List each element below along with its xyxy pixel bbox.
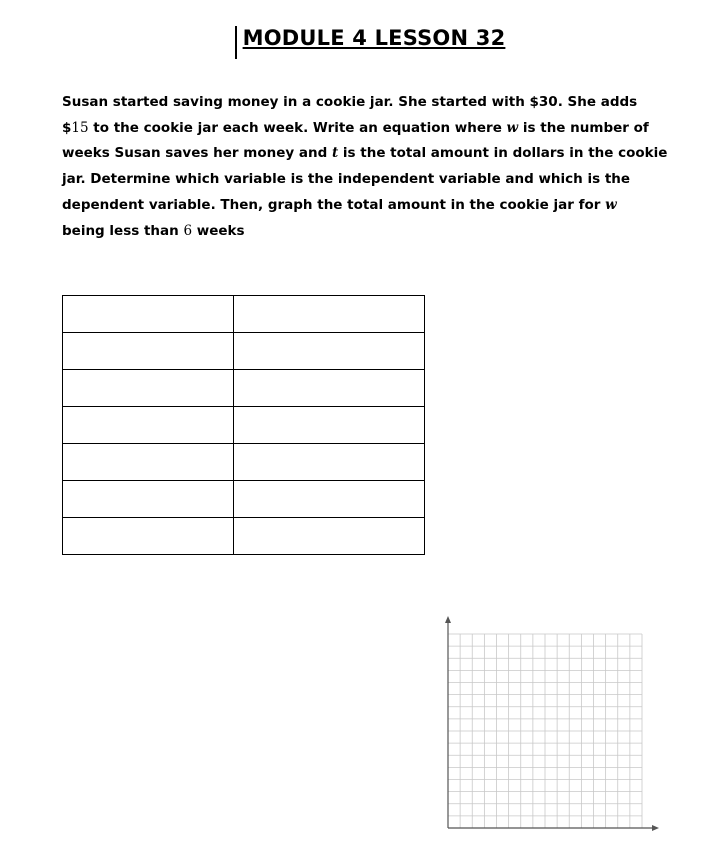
table-row: [63, 296, 425, 333]
page-title: MODULE 4 LESSON 32: [242, 26, 506, 50]
table-cell[interactable]: [63, 407, 234, 444]
problem-line-6: being less than 6 weeks: [62, 222, 245, 239]
x-axis-arrow-icon: [652, 825, 659, 831]
value-table: [62, 295, 425, 555]
table-cell[interactable]: [63, 518, 234, 555]
table-row: [63, 518, 425, 555]
table-cell[interactable]: [234, 407, 425, 444]
problem-line-3: weeks Susan saves her money and t is the total amount in dollars in the cookie: [62, 145, 668, 162]
table-row: [63, 370, 425, 407]
variable-t: t: [331, 145, 339, 162]
table-cell[interactable]: [63, 370, 234, 407]
table-row: [63, 481, 425, 518]
table-row: [63, 407, 425, 444]
table-cell[interactable]: [234, 333, 425, 370]
table-cell[interactable]: [234, 481, 425, 518]
problem-line-1: Susan started saving money in a cookie jar. She started with $30. She adds: [62, 94, 638, 110]
variable-w: w: [506, 119, 519, 136]
table-cell[interactable]: [63, 444, 234, 481]
table-cell[interactable]: [63, 296, 234, 333]
table-cell[interactable]: [234, 370, 425, 407]
table-cell[interactable]: [234, 296, 425, 333]
table-row: [63, 333, 425, 370]
table-cell[interactable]: [234, 444, 425, 481]
y-axis-arrow-icon: [445, 616, 451, 623]
table-cell[interactable]: [63, 333, 234, 370]
problem-statement: [62, 90, 686, 244]
variable-w-2: w: [605, 196, 617, 213]
table-cell[interactable]: [234, 518, 425, 555]
problem-line-4: jar. Determine which variable is the independent variable and which is the: [62, 171, 631, 188]
table-row: [63, 444, 425, 481]
blank-coordinate-grid: [440, 610, 665, 835]
problem-line-5: dependent variable. Then, graph the total amount in the cookie jar for w: [62, 196, 617, 213]
problem-line-2: $15 to the cookie jar each week. Write an equation where w is the number of: [62, 119, 649, 136]
table-cell[interactable]: [63, 481, 234, 518]
